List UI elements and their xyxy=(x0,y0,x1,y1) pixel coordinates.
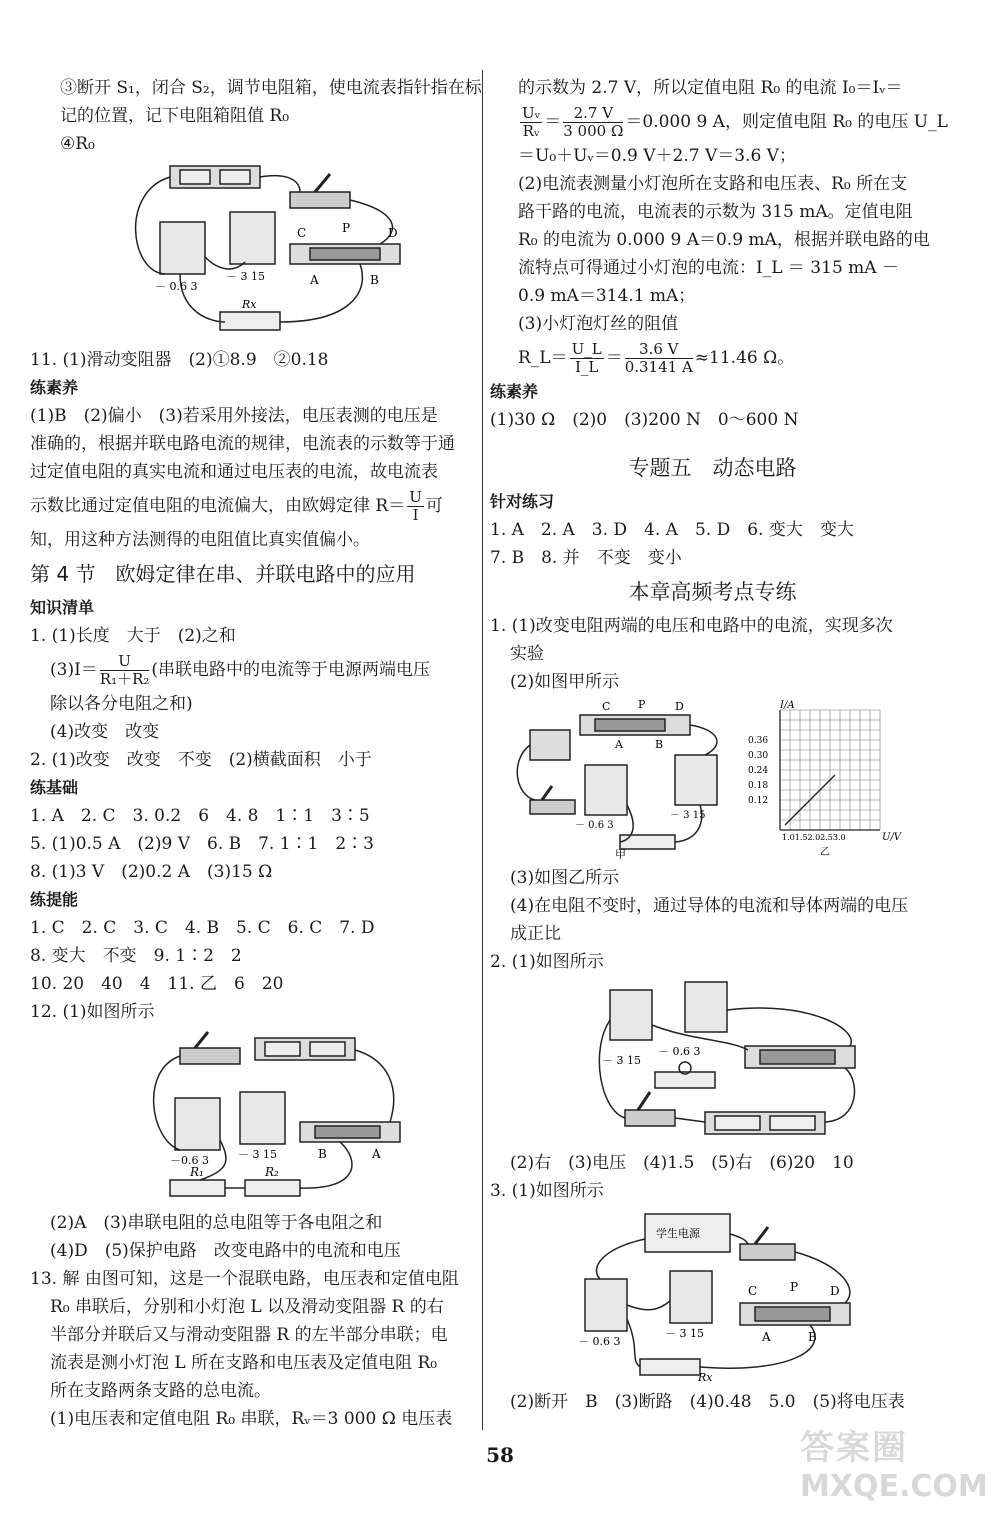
label-b: B xyxy=(370,273,379,287)
section-title: 第 4 节 欧姆定律在串、并联电路中的应用 xyxy=(30,562,416,586)
heading-lian-su-yang: 练素养 xyxy=(490,382,539,401)
text-line: 5. (1)0.5 A (2)9 V 6. B 7. 1∶1 2∶3 xyxy=(30,834,375,854)
text-line: 所在支路两条支路的总电流。 xyxy=(50,1381,271,1401)
text-line: 2. (1)如图所示 xyxy=(490,952,604,972)
text-line: 1. A 2. A 3. D 4. A 5. D 6. 变大 变大 xyxy=(490,520,854,540)
voltmeter-label: － 3 15 xyxy=(238,1148,277,1161)
text-line: 1. A 2. C 3. 0.2 6 4. 8 1∶1 3∶5 xyxy=(30,806,370,826)
voltmeter-label: － 3 15 xyxy=(665,1327,704,1340)
y-tick-label: 0.12 xyxy=(748,796,769,806)
label-p: P xyxy=(638,700,646,711)
circuit-figure-1 xyxy=(30,162,475,342)
text-line: 知，用这种方法测得的电阻值比真实值偏小。 xyxy=(30,530,370,550)
text-line: 实验 xyxy=(510,644,544,664)
text-line: (4)D (5)保护电路 改变电路中的电流和电压 xyxy=(50,1241,401,1261)
ammeter-label: － 0.6 3 xyxy=(578,1335,621,1348)
text-line: 半部分并联后又与滑动变阻器 R 的左半部分串联；电 xyxy=(50,1325,448,1345)
text-line: ＝U₀＋Uᵥ＝0.9 V＋2.7 V＝3.6 V； xyxy=(518,146,796,166)
text-line: 10. 20 40 4 11. 乙 6 20 xyxy=(30,974,284,994)
label-rx: Rx xyxy=(242,298,257,311)
voltmeter-label: － 3 15 xyxy=(226,270,265,283)
graph-ylabel: I/A xyxy=(780,700,795,711)
text-line: 12. (1)如图所示 xyxy=(30,1002,155,1022)
text-line: 成正比 xyxy=(510,924,561,944)
text-line: 2. (1)改变 改变 不变 (2)横截面积 小于 xyxy=(30,750,372,770)
label-yi: 乙 xyxy=(820,847,830,858)
iu-graph xyxy=(748,700,903,858)
text-line: 11. (1)滑动变阻器 (2)①8.9 ②0.18 xyxy=(30,350,329,370)
text-line: R₀ 的电流为 0.000 9 A＝0.9 mA，根据并联电路的电 xyxy=(518,230,930,250)
graph-xlabel: U/V xyxy=(882,832,902,843)
text-line: (2)右 (3)电压 (4)1.5 (5)右 (6)20 10 xyxy=(510,1153,854,1173)
text-line: (3)小灯泡灯丝的阻值 xyxy=(518,314,679,334)
y-tick-label: 0.18 xyxy=(748,781,769,791)
text-line: 的示数为 2.7 V，所以定值电阻 R₀ 的电流 I₀＝Iᵥ＝ xyxy=(518,78,903,98)
text-line-formula: R_L＝ $\frac{U\_L}{I\_L}$ ＝ $\frac{3.6 V}{0.3141 A}$ ≈11.46 Ω。 xyxy=(518,340,795,376)
text-line: 1. C 2. C 3. C 4. B 5. C 6. C 7. D xyxy=(30,918,375,938)
text-line: (4)在电阻不变时，通过导体的电流和导体两端的电压 xyxy=(510,896,909,916)
text-line: (1)B (2)偏小 (3)若采用外接法，电压表测的电压是 xyxy=(30,406,438,426)
topic-title: 专题五 动态电路 xyxy=(628,456,797,480)
y-tick-label: 0.24 xyxy=(748,766,769,776)
voltmeter-label: － 3 15 xyxy=(602,1054,641,1067)
heading-zhen-dui-lian-xi: 针对练习 xyxy=(490,492,555,511)
label-jia: 甲 xyxy=(615,848,626,860)
label-psu: 学生电源 xyxy=(656,1227,700,1240)
label-b: B xyxy=(655,738,664,751)
text-line: ④R₀ xyxy=(60,134,95,154)
text-line: 8. (1)3 V (2)0.2 A (3)15 Ω xyxy=(30,862,273,882)
text-line: 8. 变大 不变 9. 1∶2 2 xyxy=(30,946,242,966)
heading-zhi-shi-qing-dan: 知识清单 xyxy=(30,598,95,617)
heading-lian-ti-neng: 练提能 xyxy=(30,890,79,909)
text-line: 记的位置，记下电阻箱阻值 R₀ xyxy=(60,106,290,126)
text-line: 准确的，根据并联电路电流的规律，电流表的示数等于通 xyxy=(30,434,455,454)
circuit-figure-2 xyxy=(30,1030,475,1205)
label-d: D xyxy=(830,1284,840,1298)
text-line: 1. (1)长度 大于 (2)之和 xyxy=(30,626,236,646)
label-b: B xyxy=(808,1330,817,1344)
label-rx: Rx xyxy=(698,1371,713,1384)
graph-xticks: 1.01.52.02.53.0 xyxy=(782,833,846,842)
label-a: A xyxy=(310,273,319,287)
heading-lian-su-yang: 练素养 xyxy=(30,378,79,397)
text-line: 除以各分电阻之和) xyxy=(50,694,193,714)
text-line: (1)电压表和定值电阻 R₀ 串联，Rᵥ＝3 000 Ω 电压表 xyxy=(50,1409,453,1429)
label-d: D xyxy=(388,226,398,240)
chapter-title: 本章高频考点专练 xyxy=(628,580,797,604)
text-line: (2)电流表测量小灯泡所在支路和电压表、R₀ 所在支 xyxy=(518,174,908,194)
text-line: (2)断开 B (3)断路 (4)0.48 5.0 (5)将电压表 xyxy=(510,1392,905,1412)
label-d: D xyxy=(675,700,684,713)
text-line-formula: $\frac{\text{Uᵥ}}{\text{Rᵥ}}$ ＝ $\frac{2.7 V}{3 000 \Omega}$ ＝0.000 9 A，则定值电阻 R₀ 的电压 U_L xyxy=(522,104,948,140)
y-tick-label: 0.36 xyxy=(748,736,769,746)
ammeter-label: － 0.6 3 xyxy=(575,820,614,831)
column-divider xyxy=(482,70,483,1430)
label-c: C xyxy=(297,226,307,240)
text-line: 13. 解 由图可知，这是一个混联电路，电压表和定值电阻 xyxy=(30,1269,459,1289)
ammeter-label: － 0.6 3 xyxy=(658,1045,701,1058)
label-a: A xyxy=(372,1147,381,1161)
ammeter-label: － 0.6 3 xyxy=(155,280,198,293)
text-line: (4)改变 改变 xyxy=(50,722,160,742)
text-line: 0.9 mA＝314.1 mA； xyxy=(518,286,696,306)
circuit-figure-4 xyxy=(490,980,935,1145)
text-line: 流表是测小灯泡 L 所在支路和电压表及定值电阻 R₀ xyxy=(50,1353,438,1373)
text-line: (2)如图甲所示 xyxy=(510,672,620,692)
figure-jia-and-yi xyxy=(490,700,935,860)
text-line: 1. (1)改变电阻两端的电压和电路中的电流，实现多次 xyxy=(490,616,893,636)
text-line: 7. B 8. 并 不变 变小 xyxy=(490,548,682,568)
left-column xyxy=(30,74,482,1433)
right-column xyxy=(490,74,948,1416)
label-c: C xyxy=(602,700,611,713)
text-line-formula: 示数比通过定值电阻的电流偏大，由欧姆定律 R＝ $\frac{U}{I}$ 可 xyxy=(30,488,443,524)
label-r2: R₂ xyxy=(265,1165,279,1179)
watermark: 答案圈 MXQE.COM xyxy=(800,1428,988,1504)
text-line: 流特点可得通过小灯泡的电流：I_L ＝ 315 mA － xyxy=(518,258,899,278)
text-line: (1)30 Ω (2)0 (3)200 N 0～600 N xyxy=(490,410,799,430)
text-line: (2)A (3)串联电阻的总电阻等于各电阻之和 xyxy=(50,1213,383,1233)
text-line: (3)如图乙所示 xyxy=(510,868,620,888)
text-line: 过定值电阻的真实电流和通过电压表的电流，故电流表 xyxy=(30,462,438,482)
label-b: B xyxy=(318,1147,327,1161)
text-line: 路干路的电流，电流表的示数为 315 mA。定值电阻 xyxy=(518,202,913,222)
label-p: P xyxy=(342,221,351,235)
page-number: 58 xyxy=(486,1443,514,1467)
y-tick-label: 0.30 xyxy=(748,751,769,761)
heading-lian-ji-chu: 练基础 xyxy=(30,778,79,797)
text-line: 3. (1)如图所示 xyxy=(490,1181,604,1201)
text-line-formula: (3)I＝ $\frac{U}{\text{R₁＋R₂}}$ (串联电路中的电流等于电源两端电压 xyxy=(50,652,431,688)
ammeter-label: －0.6 3 xyxy=(170,1154,209,1167)
label-a: A xyxy=(762,1330,771,1344)
text-line: R₀ 串联后，分别和小灯泡 L 以及滑动变阻器 R 的右 xyxy=(50,1297,444,1317)
text-line: ③断开 S₁，闭合 S₂，调节电阻箱，使电流表指针指在标 xyxy=(60,78,482,98)
label-a: A xyxy=(615,738,623,751)
voltmeter-label: － 3 15 xyxy=(670,810,706,821)
label-r1: R₁ xyxy=(190,1165,204,1179)
circuit-figure-5 xyxy=(490,1209,935,1384)
label-c: C xyxy=(748,1284,758,1298)
label-p: P xyxy=(790,1280,799,1294)
